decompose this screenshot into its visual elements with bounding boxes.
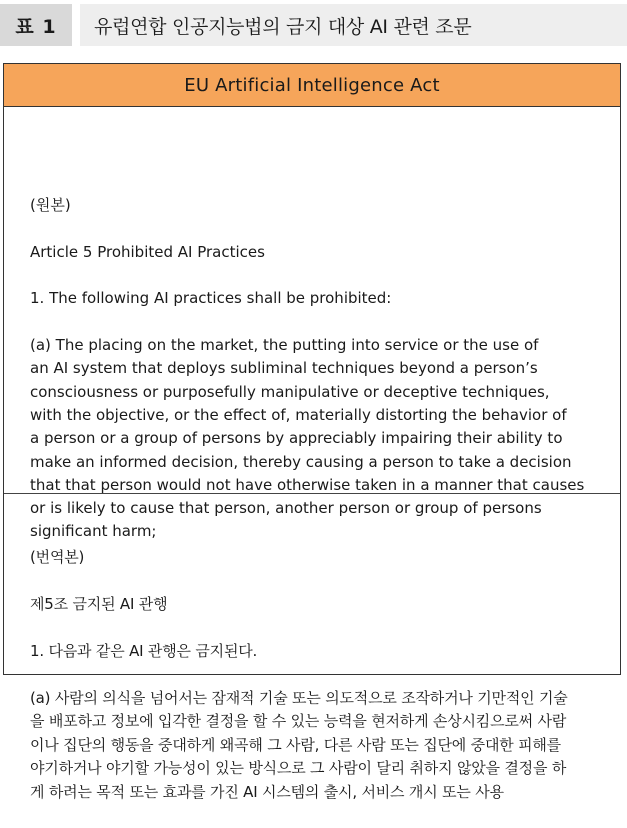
translation-article-heading: 제5조 금지된 AI 관행 bbox=[30, 594, 168, 613]
original-article-heading: Article 5 Prohibited AI Practices bbox=[30, 242, 265, 261]
original-text-section bbox=[4, 107, 620, 541]
translation-body: (a) 사람의 의식을 넘어서는 잠재적 기술 또는 의도적으로 조작하거나 기만적인 기술 을 배포하고 정보에 입각한 결정을 할 수 있는 능력을 현저하게 손상시킴으로써 사람 이나 집단의 행동을 중대하게 왜곡해 그 사람, 다른 사람 또는 집단에 중대한 피해를 야기하거나 야기할 가능성이 있는 방식으로 그 사람이 달리 취하지 않았을 결정을 하 게 하려는 목적 또는 효과를 가진 AI 시스템의 출시, 서비스 개시 또는 사용 bbox=[30, 688, 568, 801]
table-header: EU Artificial Intelligence Act bbox=[4, 64, 620, 107]
table-title: 유럽연합 인공지능법의 금지 대상 AI 관련 조문 bbox=[80, 4, 627, 46]
original-clause: 1. The following AI practices shall be prohibited: bbox=[30, 289, 392, 308]
original-marker: (원본) bbox=[30, 196, 71, 215]
translation-marker: (번역본) bbox=[30, 547, 85, 566]
act-table bbox=[3, 63, 621, 801]
original-body: (a) The placing on the market, the putting into service or the use of an AI system that deploys subliminal techniques beyond a person’s consciousness or purposefully manipulative or deceptive techniques, with the objective, or the effect of, materially distorting the behavior of a person or a group of persons by appreciably impairing their ability to make an informed decision, thereby causing a person to take a decision that that person would not have otherwise taken in a manner that causes or is likely to cause that person, another person or group of persons significant harm; bbox=[30, 336, 585, 541]
translation-clause: 1. 다음과 같은 AI 관행은 금지된다. bbox=[30, 641, 258, 660]
caption-divider bbox=[72, 4, 80, 46]
table-caption bbox=[0, 4, 627, 46]
translation-text-section bbox=[4, 494, 620, 828]
table-number-label: 표 1 bbox=[0, 4, 72, 46]
